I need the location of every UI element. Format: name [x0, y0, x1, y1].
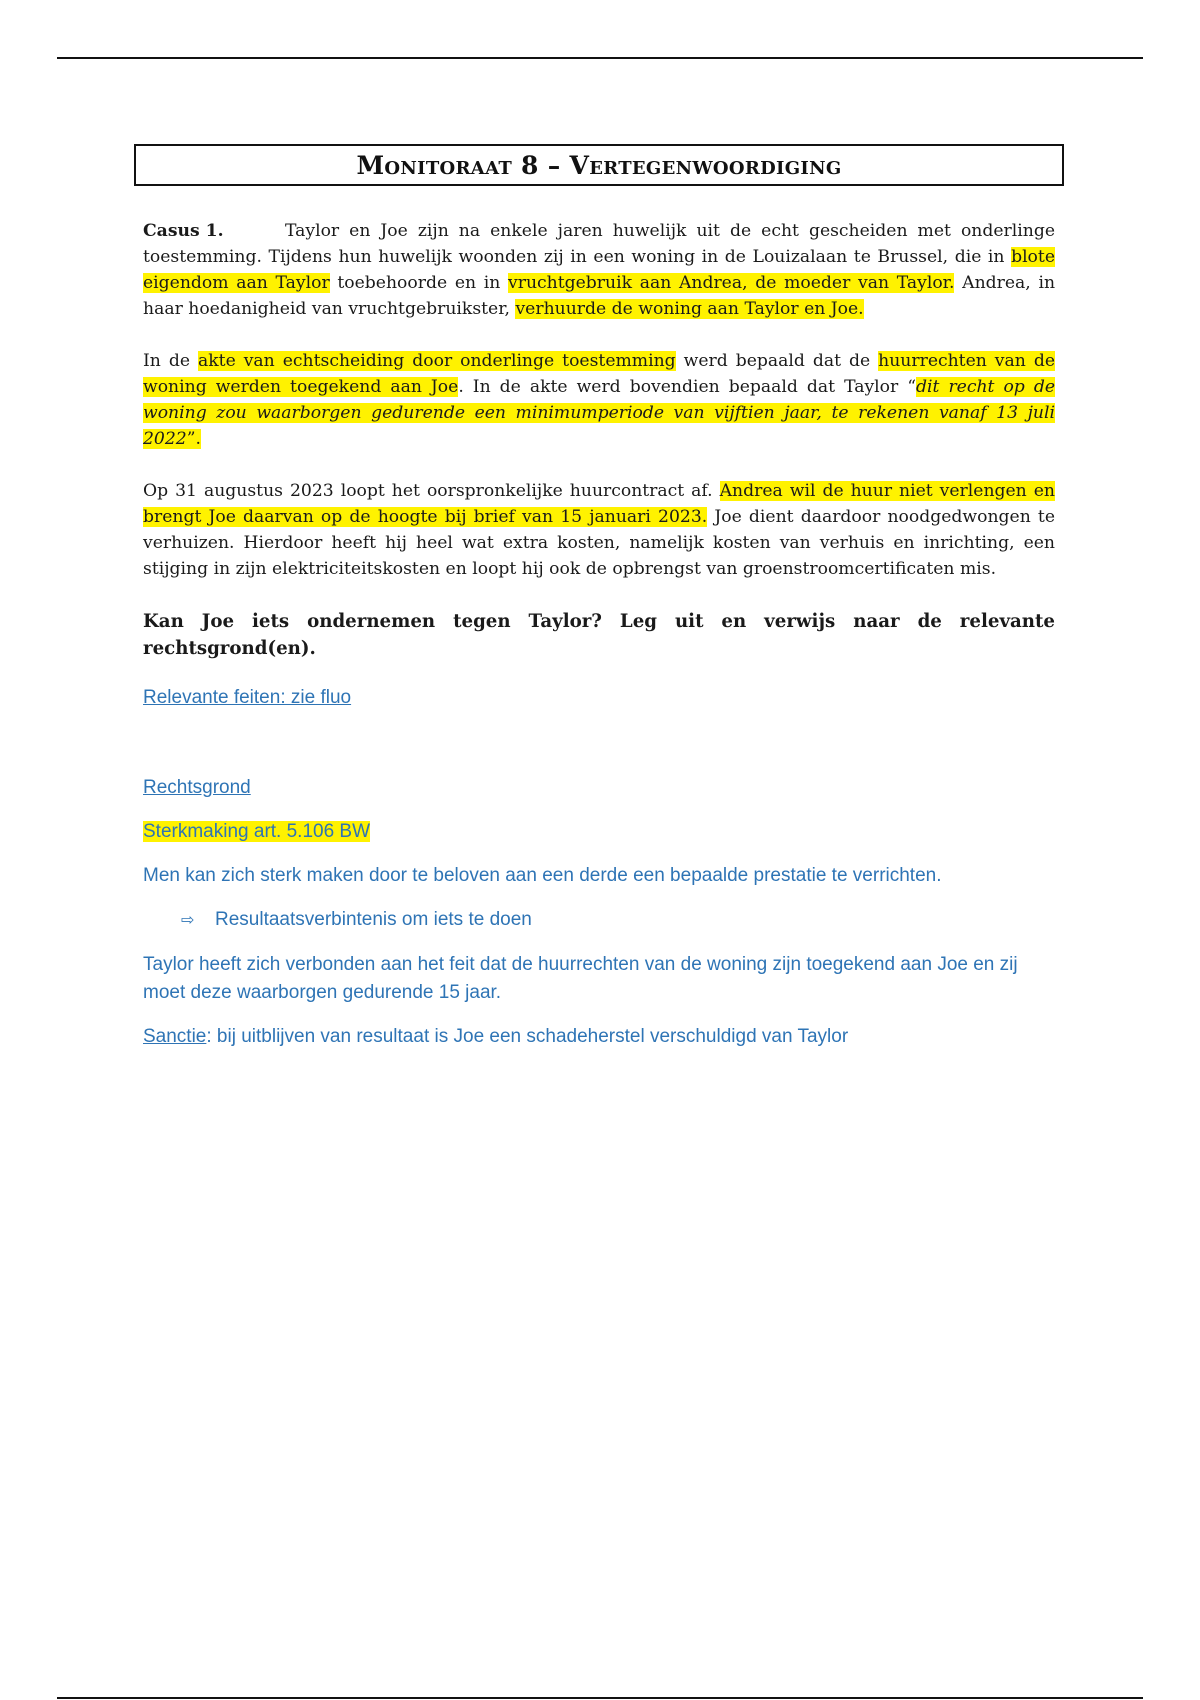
footer-rule [57, 1697, 1143, 1699]
highlight-run: vruchtgebruik aan Andrea, de moeder van Taylor. [508, 273, 955, 293]
definition: Men kan zich sterk maken door te beloven aan een derde een bepaalde prestatie te verrichten. [143, 865, 942, 886]
bullet-item [181, 906, 1055, 935]
legal-basis-paragraph [143, 774, 1055, 802]
casus-paragraph-2 [143, 348, 1055, 452]
sanction-paragraph [143, 1023, 1055, 1051]
text-run: Taylor en Joe zijn na enkele jaren huwelijk uit de echt gescheiden met onderlinge toestemming. Tijdens hun huwelijk woonden zij in een woning in de Louizalaan te Brussel, die in [143, 221, 1055, 267]
text-run: werd bepaald dat de [675, 351, 879, 371]
casus-label: Casus 1. [143, 221, 224, 241]
explanation: Taylor heeft zich verbonden aan het feit dat de huurrechten van de woning zijn toegekend aan Joe en zij moet deze waarborgen gedurende 15 jaar. [143, 954, 1018, 1003]
document-body [143, 218, 1055, 1051]
article-paragraph [143, 818, 1055, 846]
sanction-label[interactable]: Sanctie [143, 1026, 207, 1047]
casus-paragraph-1 [143, 218, 1055, 322]
text-run: ”. [186, 429, 202, 449]
legal-basis-link[interactable]: Rechtsgrond [143, 777, 251, 798]
casus-paragraph-3 [143, 478, 1055, 582]
text-run: . In de akte werd bovendien bepaald dat Taylor “ [458, 377, 917, 397]
article-highlight: Sterkmaking art. 5.106 BW [143, 821, 371, 842]
question: Kan Joe iets ondernemen tegen Taylor? Leg uit en verwijs naar de relevante rechtsgrond(en). [143, 611, 1055, 659]
highlight-run: verhuurde de woning aan Taylor en Joe. [515, 299, 864, 319]
facts-link-paragraph [143, 684, 1055, 712]
highlight-run: dit recht op de woning zou waarborgen gedurende een minimumperiode van vijftien jaar, te rekenen vanaf 13 juli 2022 [143, 377, 1055, 449]
sanction-text: : bij uitblijven van resultaat is Joe een schadeherstel verschuldigd van Taylor [206, 1026, 849, 1047]
header-rule [57, 57, 1143, 59]
text-run: Op 31 augustus 2023 loopt het oorspronkelijke huurcontract af. [143, 481, 720, 501]
highlight-run: Andrea wil de huur niet verlengen en brengt Joe daarvan op de hoogte bij brief van 15 januari 2023. [143, 481, 1055, 527]
highlight-run: huurrechten van de woning werden toegekend aan Joe [143, 351, 1055, 397]
text-run: toebehoorde en in [329, 273, 509, 293]
text-run: In de [143, 351, 198, 371]
text-run: Joe dient daardoor noodgedwongen te verhuizen. Hierdoor heeft hij heel wat extra kosten, namelijk kosten van verhuis en inrichting, een stijging in zijn elektriciteitskosten en loopt hij ook de opbrengst van groenstroomcertificaten mis. [143, 507, 1055, 579]
arrow-right-icon: ⇨ [181, 912, 195, 929]
facts-link[interactable]: Relevante feiten: zie fluo [143, 687, 352, 708]
bullet-text: Resultaatsverbintenis om iets te doen [215, 909, 532, 930]
highlight-run: blote eigendom aan Taylor [143, 247, 1055, 293]
page-title: Monitoraat 8 – Vertegenwoordiging [356, 150, 842, 180]
title-box [134, 144, 1064, 186]
highlight-run: akte van echtscheiding door onderlinge toestemming [198, 351, 676, 371]
text-run: Andrea, in haar hoedanigheid van vruchtgebruikster, [143, 273, 1056, 319]
